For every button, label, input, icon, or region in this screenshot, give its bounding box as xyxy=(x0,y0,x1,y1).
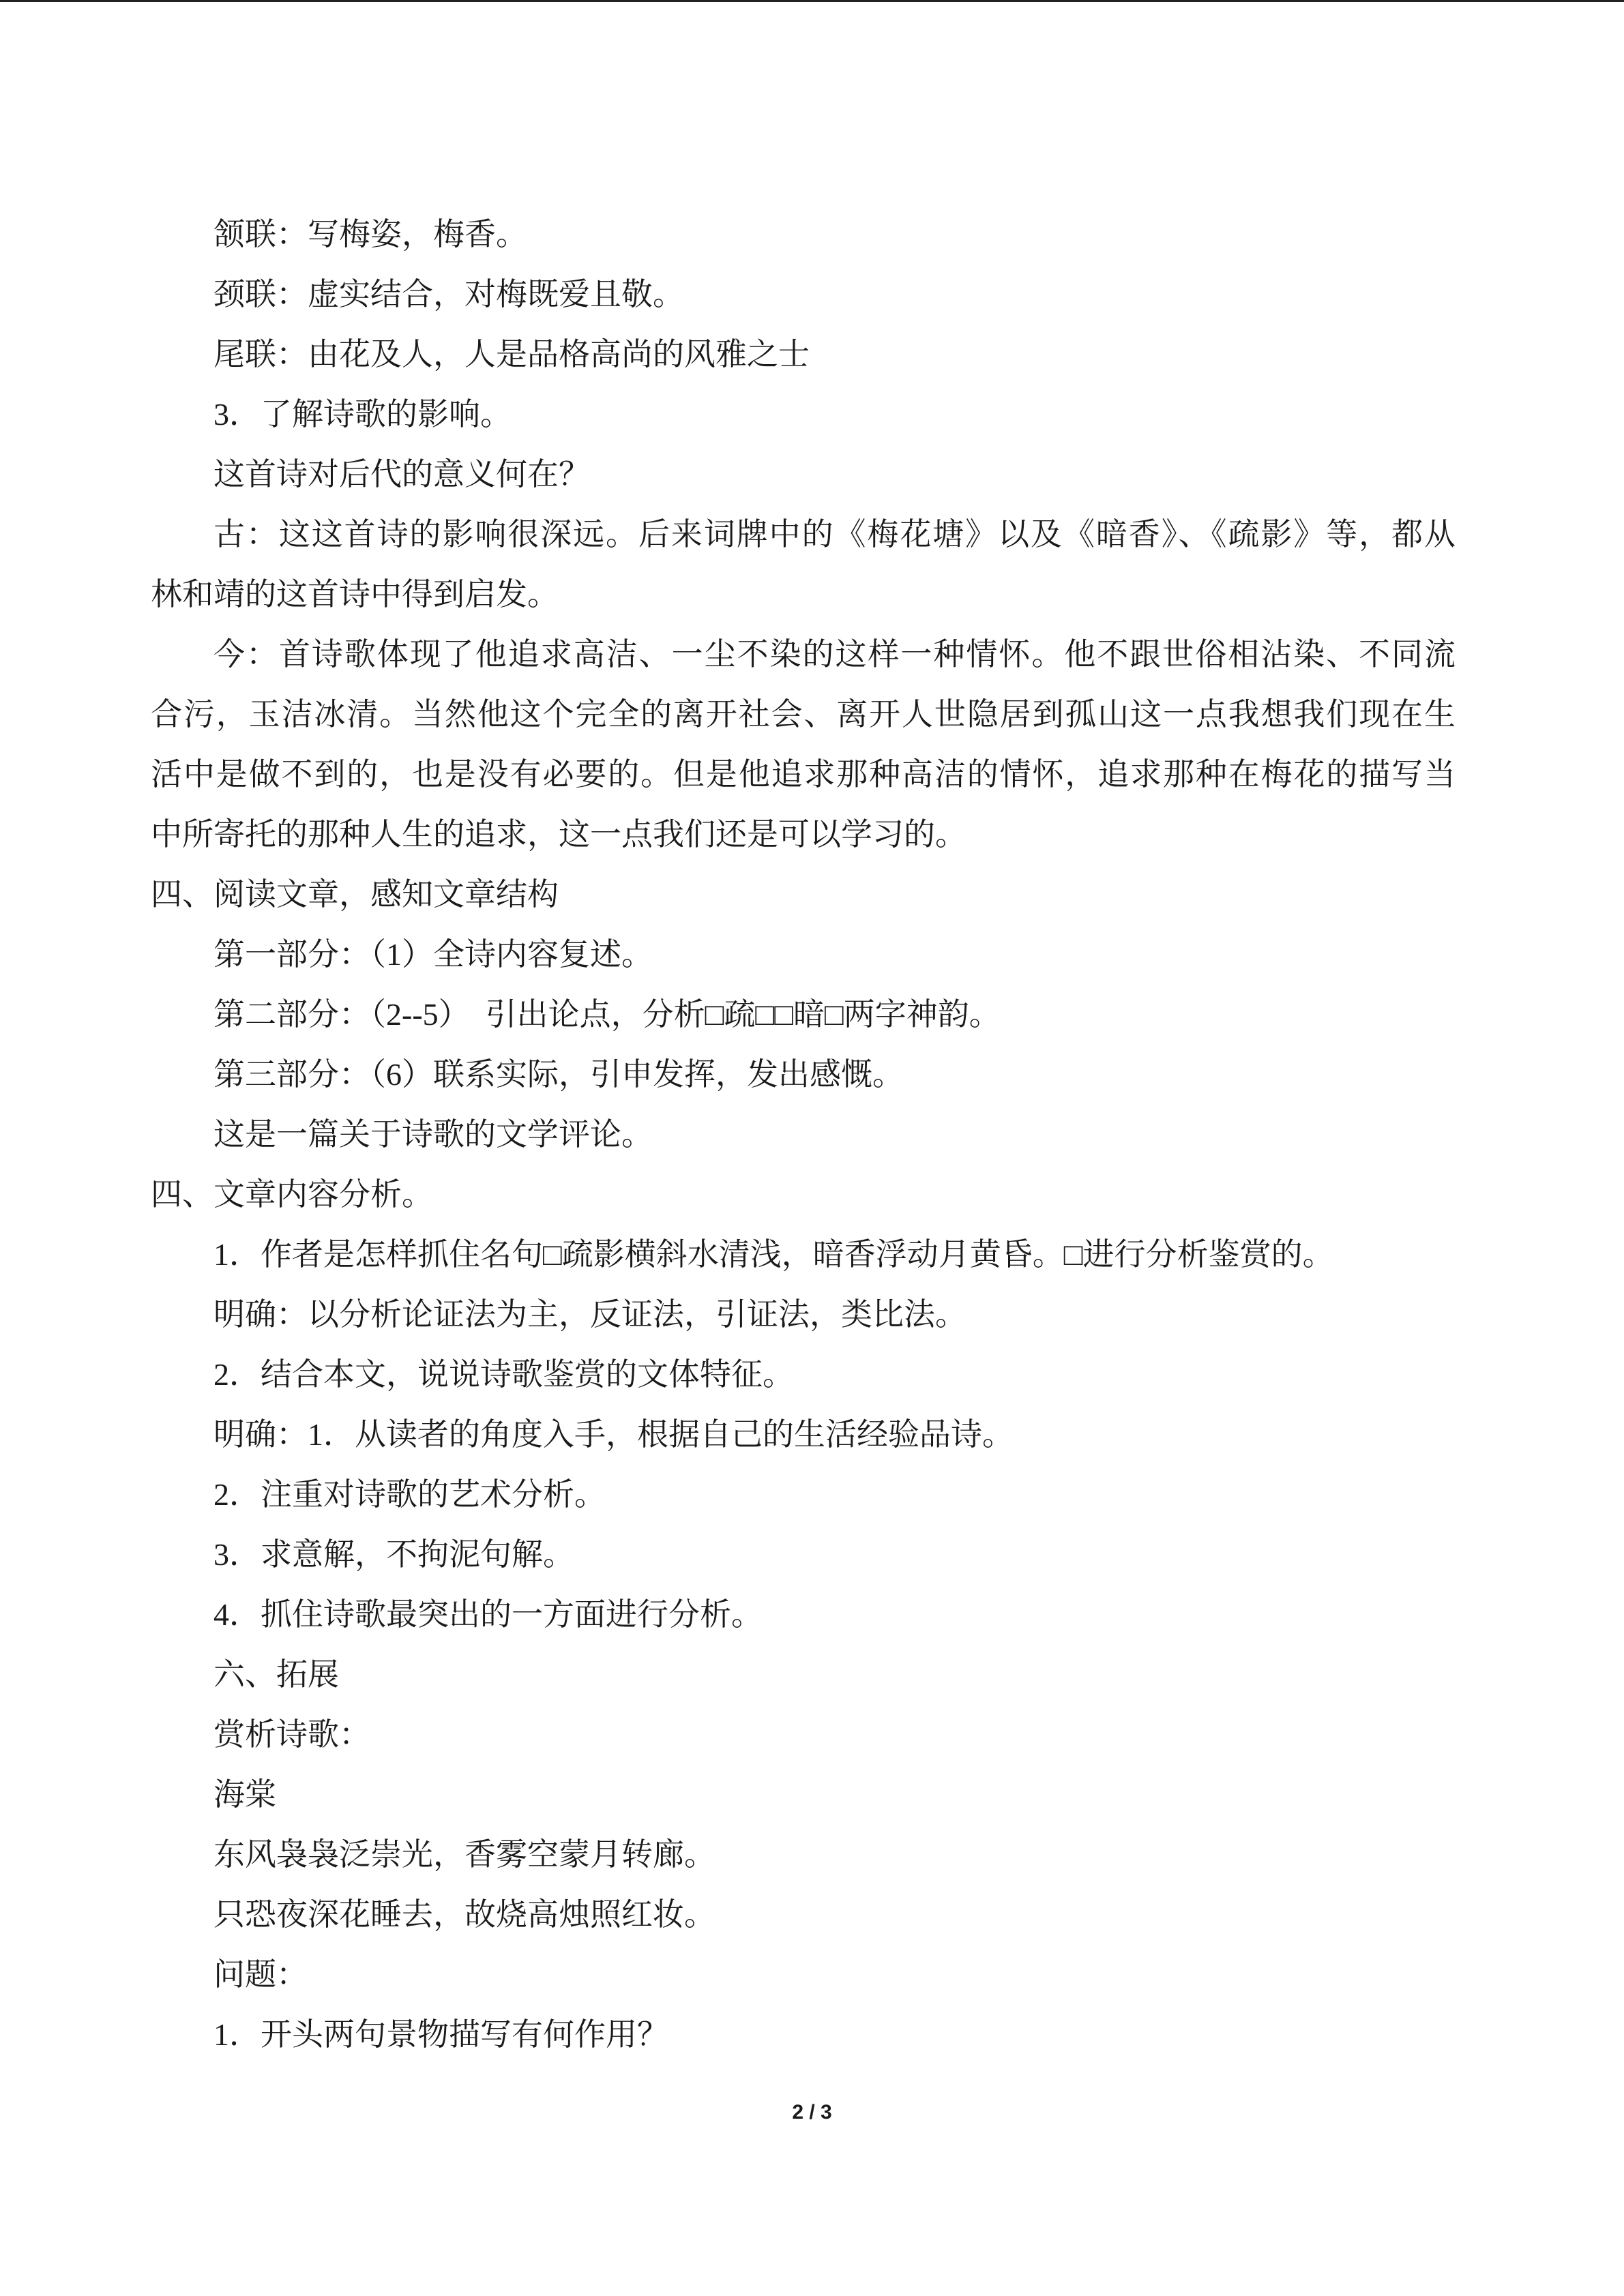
paragraph-line: 古：这这首诗的影响很深远。后来词牌中的《梅花塘》以及《暗香》、《疏影》等，都从 xyxy=(213,517,1456,552)
page-number: 2 / 3 xyxy=(792,2101,832,2123)
paragraph-line: 明确：1．从读者的角度入手，根据自己的生活经验品诗。 xyxy=(213,1417,1014,1452)
poem-line: 东风袅袅泛崇光，香雾空蒙月转廊。 xyxy=(213,1837,715,1872)
section-heading: 四、阅读文章，感知文章结构 xyxy=(151,877,559,912)
list-item: 第一部分：（1）全诗内容复述。 xyxy=(213,937,653,972)
paragraph-line: 问题： xyxy=(213,1957,308,1992)
paragraph-line: 这是一篇关于诗歌的文学评论。 xyxy=(213,1117,653,1152)
paragraph-line: 活中是做不到的，也是没有必要的。但是他追求那种高洁的情怀，追求那种在梅花的描写当 xyxy=(151,757,1456,792)
document-body xyxy=(151,205,1456,2065)
paragraph-line: 这首诗对后代的意义何在？ xyxy=(213,457,590,492)
paragraph-line: 林和靖的这首诗中得到启发。 xyxy=(151,577,559,612)
paragraph-line: 颈联：虚实结合，对梅既爱且敬。 xyxy=(213,277,684,312)
section-heading: 六、拓展 xyxy=(213,1657,339,1692)
scan-edge-line xyxy=(0,0,1624,2)
list-item: 第三部分：（6）联系实际，引申发挥，发出感慨。 xyxy=(213,1057,904,1092)
list-item: 3．求意解，不拘泥句解。 xyxy=(213,1537,574,1572)
paragraph-line: 今：首诗歌体现了他追求高洁、一尘不染的这样一种情怀。他不跟世俗相沾染、不同流 xyxy=(213,637,1456,672)
list-item: 1．开头两句景物描写有何作用？ xyxy=(213,2017,668,2052)
paragraph xyxy=(151,505,1456,625)
paragraph-line: 明确：以分析论证法为主，反证法，引证法，类比法。 xyxy=(213,1297,966,1332)
paragraph-line: 中所寄托的那种人生的追求，这一点我们还是可以学习的。 xyxy=(151,817,966,852)
list-item: 第二部分：（2--5） 引出论点，分析□疏□□暗□两字神韵。 xyxy=(213,997,1001,1032)
paragraph-line: 颔联：写梅姿，梅香。 xyxy=(213,217,527,252)
paragraph-line: 尾联：由花及人，人是品格高尚的风雅之士 xyxy=(213,337,810,372)
list-item: 3．了解诗歌的影响。 xyxy=(213,397,512,432)
paragraph-line: 合污，玉洁冰清。当然他这个完全的离开社会、离开人世隐居到孤山这一点我想我们现在生 xyxy=(151,697,1456,732)
list-item: 4．抓住诗歌最突出的一方面进行分析。 xyxy=(213,1597,763,1632)
paragraph-line: 赏析诗歌： xyxy=(213,1717,370,1752)
poem-title: 海棠 xyxy=(213,1777,276,1812)
paragraph xyxy=(151,625,1456,865)
section-heading: 四、文章内容分析。 xyxy=(151,1177,433,1212)
list-item: 2．结合本文，说说诗歌鉴赏的文体特征。 xyxy=(213,1357,794,1392)
poem-line: 只恐夜深花睡去，故烧高烛照红妆。 xyxy=(213,1897,715,1932)
list-item: 1．作者是怎样抓住名句□疏影横斜水清浅，暗香浮动月黄昏。□进行分析鉴赏的。 xyxy=(213,1237,1334,1272)
list-item: 2．注重对诗歌的艺术分析。 xyxy=(213,1477,606,1512)
